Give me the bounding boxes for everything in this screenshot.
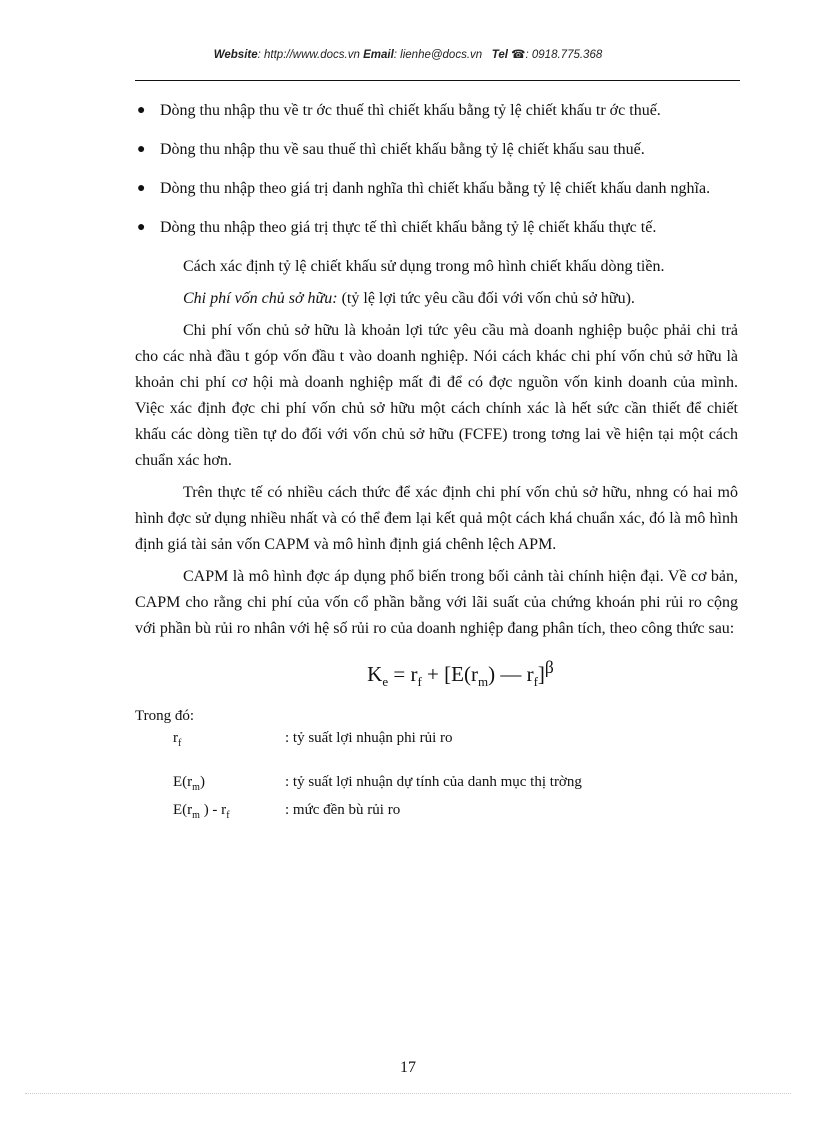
page-header	[0, 47, 816, 61]
bullet-item	[135, 137, 738, 163]
website-value: : http://www.docs.vn	[257, 49, 360, 61]
formula-sub-e: e	[382, 674, 389, 690]
definition-desc: : tỷ suất lợi nhuận dự tính của danh mục thị trờng	[285, 774, 582, 791]
bullet-item	[135, 176, 738, 202]
definition-symbol: $r_f$	[173, 730, 182, 750]
formula-sub-f: f	[417, 674, 422, 690]
bullet-dot-icon: ●	[137, 103, 146, 118]
bullet-text: Dòng thu nhập thu về tr ớc thuế thì chiết khấu bằng tỷ lệ chiết khấu tr ớc thuế.	[160, 102, 661, 119]
paragraph-equity-cost-heading	[135, 286, 738, 312]
definition-desc: : tỷ suất lợi nhuận phi rủi ro	[285, 730, 453, 747]
definition-symbol: $E(r_m$ ) - $r_f$	[173, 802, 230, 822]
tel-value: : 0918.775.368	[525, 49, 603, 61]
formula-minus: ) — r	[488, 662, 534, 686]
bullet-dot-icon: ●	[137, 181, 146, 196]
page-body	[135, 98, 738, 827]
email-label: Email	[363, 49, 394, 61]
paragraph-methods: Trên thực tế có nhiều cách thức để xác định chi phí vốn chủ sở hữu, nhng có hai mô hình đợc sử dụng nhiều nhất và có thể đem lại kết quả một cách khá chuẩn xác, đó là mô hình định giá tài sản vốn CAPM và mô hình định giá chênh lệch APM.	[135, 484, 738, 553]
capm-formula	[183, 654, 738, 695]
bullet-text: Dòng thu nhập thu về sau thuế thì chiết khấu bằng tỷ lệ chiết khấu sau thuế.	[160, 141, 645, 158]
bullet-dot-icon: ●	[137, 220, 146, 235]
footer-divider	[25, 1093, 791, 1094]
definition-desc: : mức đền bù rủi ro	[285, 802, 401, 819]
where-label: Trong đó:	[135, 708, 195, 725]
header-divider	[135, 80, 740, 81]
paragraph-capm: CAPM là mô hình đợc áp dụng phổ biến trong bối cảnh tài chính hiện đại. Về cơ bản, CAPM cho rằng chi phí của vốn cổ phần bằng với lãi suất của chứng khoán phi rủi ro cộng với phần bù rủi ro nhân với hệ số rủi ro của doanh nghiệp đang phân tích, theo công thức sau:	[135, 568, 738, 637]
formula-eq: = r	[388, 662, 418, 686]
bullet-item	[135, 98, 738, 124]
equity-cost-label: Chi phí vốn chủ sở hữu:	[183, 290, 338, 307]
formula-beta: β	[544, 657, 554, 677]
page-number: 17	[400, 1059, 416, 1076]
paragraph-equity-cost-definition: Chi phí vốn chủ sở hữu là khoản lợi tức yêu cầu mà doanh nghiệp buộc phải chi trả cho các nhà đầu t góp vốn đầu t vào doanh nghiệp. Nói cách khác chi phí vốn chủ sở hữu là khoản chi phí cơ hội mà doanh nghiệp mất đi để có đợc nguồn vốn kinh doanh của mình. Việc xác định đợc chi phí vốn chủ sở hữu một cách chính xác là hết sức cần thiết để chiết khấu các dòng tiền tự do đối với vốn chủ sở hữu (FCFE) trong tơng lai về hiện tại một cách chuẩn xác hơn.	[135, 322, 738, 469]
tel-label: Tel	[491, 49, 508, 61]
bullet-text: Dòng thu nhập theo giá trị danh nghĩa thì chiết khấu bằng tỷ lệ chiết khấu danh nghĩa.	[160, 180, 711, 197]
definitions-list	[173, 727, 738, 827]
definition-row	[173, 771, 738, 799]
definition-symbol: $E(r_m)$	[173, 774, 205, 794]
paragraph-discount-method: Cách xác định tỷ lệ chiết khấu sử dụng trong mô hình chiết khấu dòng tiền.	[183, 258, 665, 275]
formula-close: ]	[537, 662, 545, 686]
email-value: : lienhe@docs.vn	[393, 49, 483, 61]
formula-sub-f2: f	[533, 674, 538, 690]
bullet-text: Dòng thu nhập theo giá trị thực tế thì chiết khấu bằng tỷ lệ chiết khấu thực tế.	[160, 219, 657, 236]
formula-sub-m: m	[477, 674, 489, 690]
formula-k: K	[367, 662, 383, 686]
definition-row	[173, 727, 738, 755]
definition-row	[173, 799, 738, 827]
phone-icon: ☎	[511, 49, 526, 61]
website-label: Website	[213, 49, 258, 61]
bullet-dot-icon: ●	[137, 142, 146, 157]
equity-cost-desc: (tỷ lệ lợi tức yêu cầu đối với vốn chủ sở hữu).	[337, 290, 635, 307]
formula-plus: + [E(r	[421, 662, 478, 686]
bullet-item	[135, 215, 738, 241]
